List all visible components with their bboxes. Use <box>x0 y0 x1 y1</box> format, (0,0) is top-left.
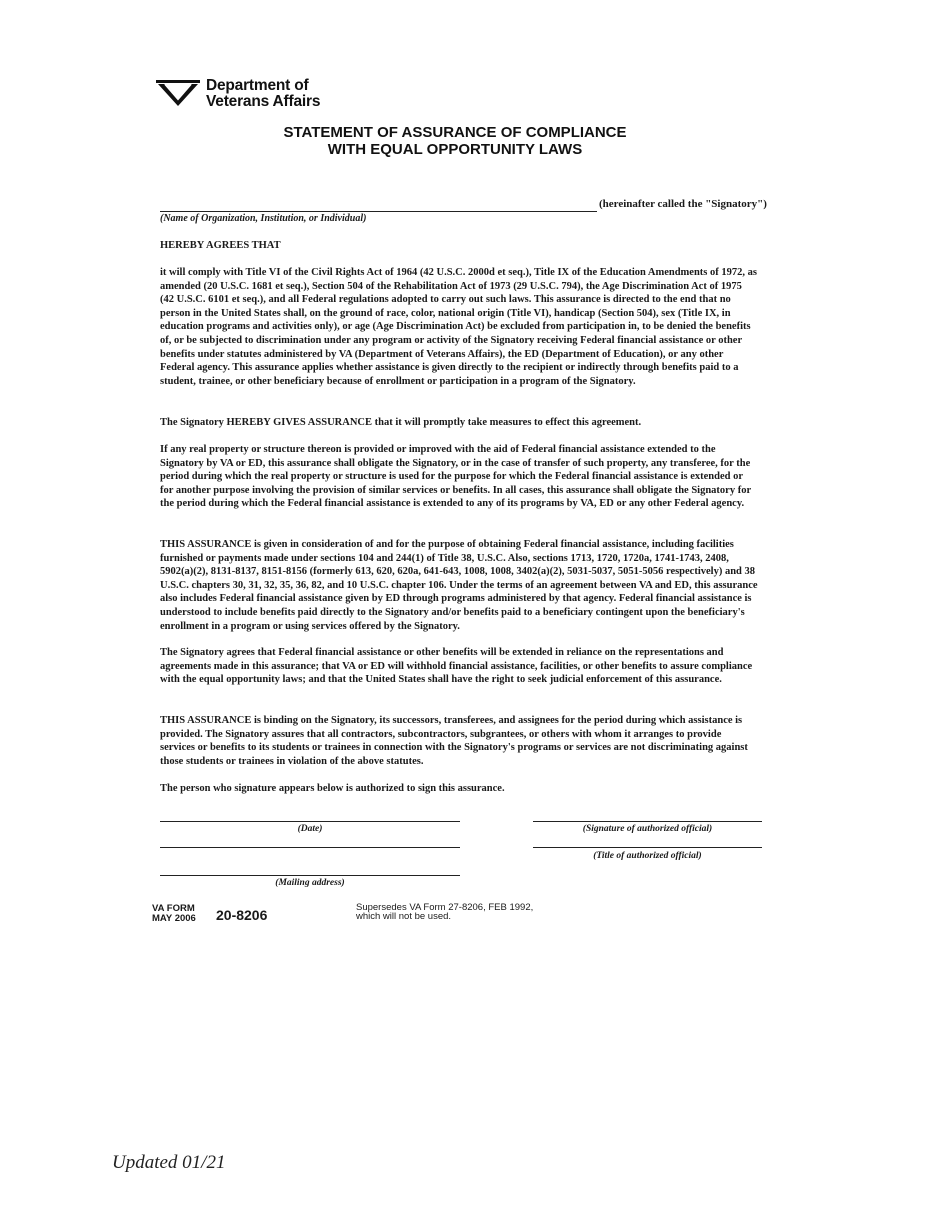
paragraph-assurance: The Signatory HEREBY GIVES ASSURANCE that it will promptly take measures to effect this agreement. <box>160 417 642 428</box>
signatory-name-row <box>160 198 767 212</box>
signatory-name-caption: (Name of Organization, Institution, or Individual) <box>160 213 367 224</box>
va-logo <box>156 78 320 110</box>
paragraph-property: If any real property or structure thereon is provided or improved with the aid of Federal financial assistance extended to the Signatory by VA or ED, this assurance shall obligate the Signatory, or in the case of transfer of such property, any transferee, for the period during which the real property or structure is used for the purpose for which the Federal financial assistance is extended or for another purpose involving the provision of similar services or benefits. In all cases, this assurance shall obligate the Signatory for the period during which the Federal financial assistance is extended to any of its programs by VA, ED or any other Federal agency. <box>160 444 751 510</box>
title-line1: STATEMENT OF ASSURANCE OF COMPLIANCE <box>283 124 627 141</box>
agrees-heading: HEREBY AGREES THAT <box>160 240 281 251</box>
org-name <box>206 78 320 110</box>
title-caption: (Title of authorized official) <box>593 851 702 861</box>
org-name-line2: Veterans Affairs <box>206 93 321 110</box>
signature-caption: (Signature of authorized official) <box>582 824 713 834</box>
title-field[interactable] <box>533 847 762 848</box>
va-logo-icon <box>156 78 200 110</box>
form-label-va-form: VA FORM <box>152 903 195 914</box>
supersedes-note: Supersedes VA Form 27-8206, FEB 1992, which will not be used. <box>356 902 534 922</box>
date-field[interactable] <box>160 821 460 822</box>
paragraph-consideration: THIS ASSURANCE is given in consideration of and for the purpose of obtaining Federal financial assistance, including facilities furnished or payments made under sections 104 and 244(1) of Title 38, U.S.C. Also, sections 1713, 1720, 1720a, 1741-1743, 2408, 5902(a)(2), 8131-8137, 8151-8156 (formerly 613, 620, 620a, 641-643, 1008, 1008, 3402(a)(2), 5031-5037, 5051-5056 respectively) and 38 U.S.C. chapters 30, 31, 32, 35, 36, 82, and 10 U.S.C. chapter 106. Under the terms of an agreement between VA and ED, this assurance also includes Federal financial assistance given by ED through programs administered by that agency. Federal financial assistance is understood to include benefits paid directly to the Signatory and/or benefits paid to a beneficiary contingent upon the beneficiary's enrollment in a program or using services offered by the Signatory. <box>160 539 758 632</box>
mailing-address-caption: (Mailing address) <box>275 878 345 888</box>
hereinafter-text: (hereinafter called the "Signatory") <box>599 198 767 210</box>
form-label <box>152 904 196 924</box>
paragraph-authorization: The person who signature appears below is authorized to sign this assurance. <box>160 783 505 794</box>
form-label-date: MAY 2006 <box>152 913 196 924</box>
paragraph-binding: THIS ASSURANCE is binding on the Signatory, its successors, transferees, and assignees for the period during which assistance is provided. The Signatory assures that all contractors, subcontractors, subgrantees, or others with whom it arranges to provide services or benefits to its students or trainees in connection with the Signatory's programs or services are not discriminating against those students or trainees in violation of the above statutes. <box>160 715 748 767</box>
signatory-name-field[interactable] <box>160 211 597 212</box>
paragraph-reliance: The Signatory agrees that Federal financial assistance or other benefits will be extended in reliance on the representations and agreements made in this assurance; that VA or ED will withhold financial assistance, facilities, or other benefits to assure compliance with the equal opportunity laws; and that the United States shall have the right to seek judicial enforcement of this assurance. <box>160 647 753 686</box>
signature-field[interactable] <box>533 821 762 822</box>
org-name-line1: Department of <box>206 77 309 94</box>
updated-note: Updated 01/21 <box>112 1152 226 1173</box>
document-title <box>160 125 750 158</box>
form-number: 20-8206 <box>216 907 268 923</box>
address-field-line1[interactable] <box>160 847 460 848</box>
address-field-line2[interactable] <box>160 875 460 876</box>
title-line2: WITH EQUAL OPPORTUNITY LAWS <box>327 140 583 158</box>
date-caption: (Date) <box>297 824 323 834</box>
paragraph-compliance: it will comply with Title VI of the Civil Rights Act of 1964 (42 U.S.C. 2000d et seq.), Title IX of the Education Amendments of 1972, as amended (20 U.S.C. 1681 et seq.), Section 504 of the Rehabilitation Act of 1973 (29 U.S.C. 794), the Age Discrimination Act of 1975 (42 U.S.C. 6101 et seq.), and all Federal regulations adopted to carry out such laws. This assurance is directed to the end that no person in the United States shall, on the ground of race, color, national origin (Title VI), handicap (Section 504), sex (Title IX, in education programs and activities only), or age (Age Discrimination Act) be excluded from participation in, to be denied the benefits of, or be subjected to discrimination under any program or activity of the Signatory receiving Federal financial assistance or other benefits under statutes administered by VA (Department of Veterans Affairs), the ED (Department of Education), or any other Federal agency. This assurance applies whether assistance is given directly to the recipient or indirectly through benefits paid to a student, trainee, or other beneficiary because of enrollment or participation in a program of the Signatory. <box>160 267 757 387</box>
